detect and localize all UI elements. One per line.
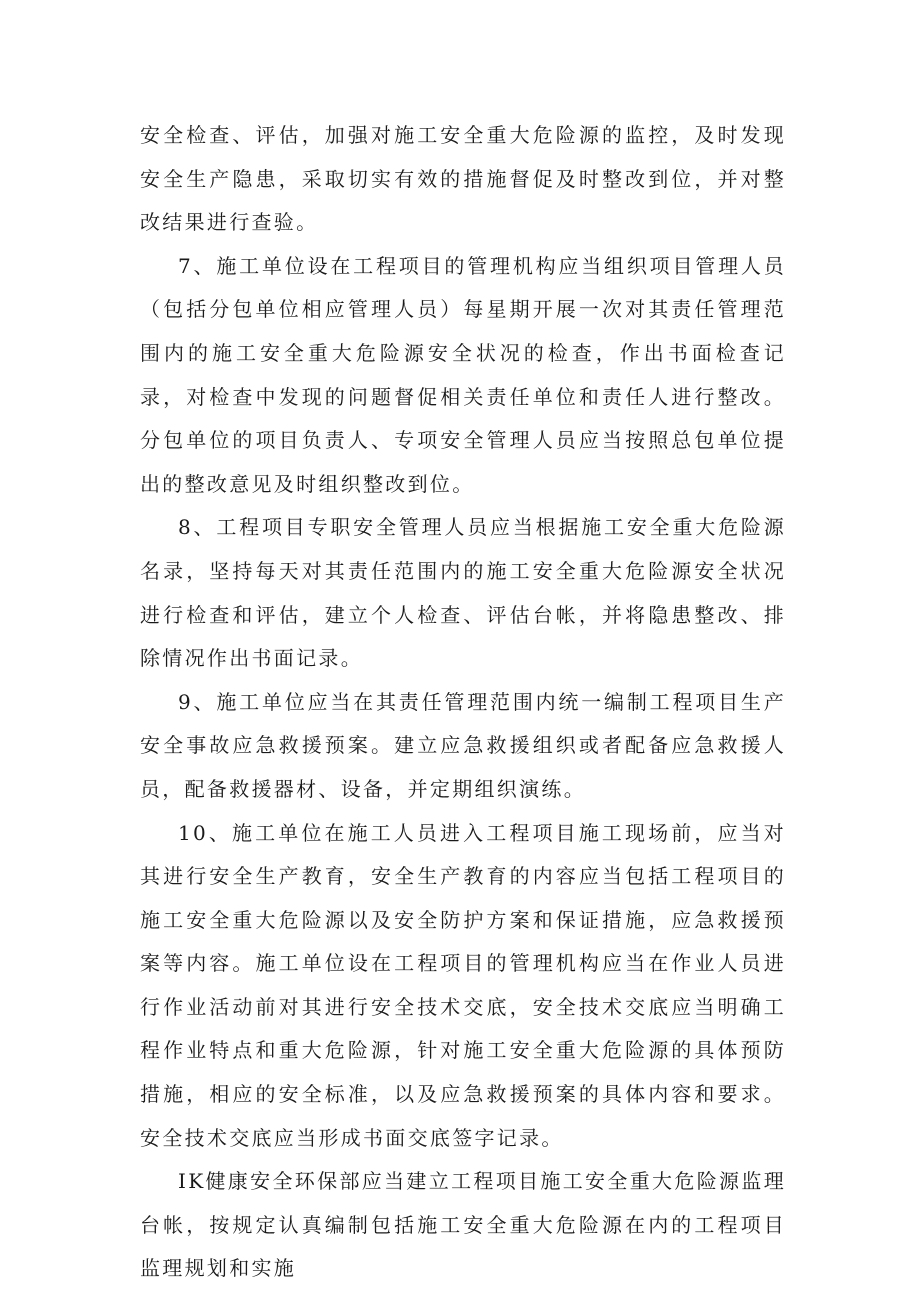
- document-body: [140, 114, 786, 1291]
- paragraph-item-8: 8、工程项目专职安全管理人员应当根据施工安全重大危险源名录，坚持每天对其责任范围内的施工安全重大危险源安全状况进行检查和评估，建立个人检查、评估台帐，并将隐患整改、排除情况作出书面记录。: [140, 515, 786, 671]
- paragraph-continuation: 安全检查、评估，加强对施工安全重大危险源的监控，及时发现安全生产隐患，采取切实有效的措施督促及时整改到位，并对整改结果进行查验。: [140, 123, 786, 235]
- paragraph-item-9: 9、施工单位应当在其责任管理范围内统一编制工程项目生产安全事故应急救援预案。建立应急救援组织或者配备应急救援人员，配备救援器材、设备，并定期组织演练。: [140, 689, 786, 801]
- paragraph-item-ik: IK健康安全环保部应当建立工程项目施工安全重大危险源监理台帐，按规定认真编制包括施工安全重大危险源在内的工程项目监理规划和实施: [140, 1169, 786, 1281]
- paragraph-item-10: 10、施工单位在施工人员进入工程项目施工现场前，应当对其进行安全生产教育，安全生产教育的内容应当包括工程项目的施工安全重大危险源以及安全防护方案和保证措施，应急救援预案等内容。施工单位设在工程项目的管理机构应当在作业人员进行作业活动前对其进行安全技术交底，安全技术交底应当明确工程作业特点和重大危险源，针对施工安全重大危险源的具体预防措施，相应的安全标准，以及应急救援预案的具体内容和要求。安全技术交底应当形成书面交底签字记录。: [140, 820, 786, 1150]
- paragraph-item-7: 7、施工单位设在工程项目的管理机构应当组织项目管理人员（包括分包单位相应管理人员）每星期开展一次对其责任管理范围内的施工安全重大危险源安全状况的检查，作出书面检查记录，对检查中发现的问题督促相关责任单位和责任人进行整改。分包单位的项目负责人、专项安全管理人员应当按照总包单位提出的整改意见及时组织整改到位。: [140, 253, 786, 496]
